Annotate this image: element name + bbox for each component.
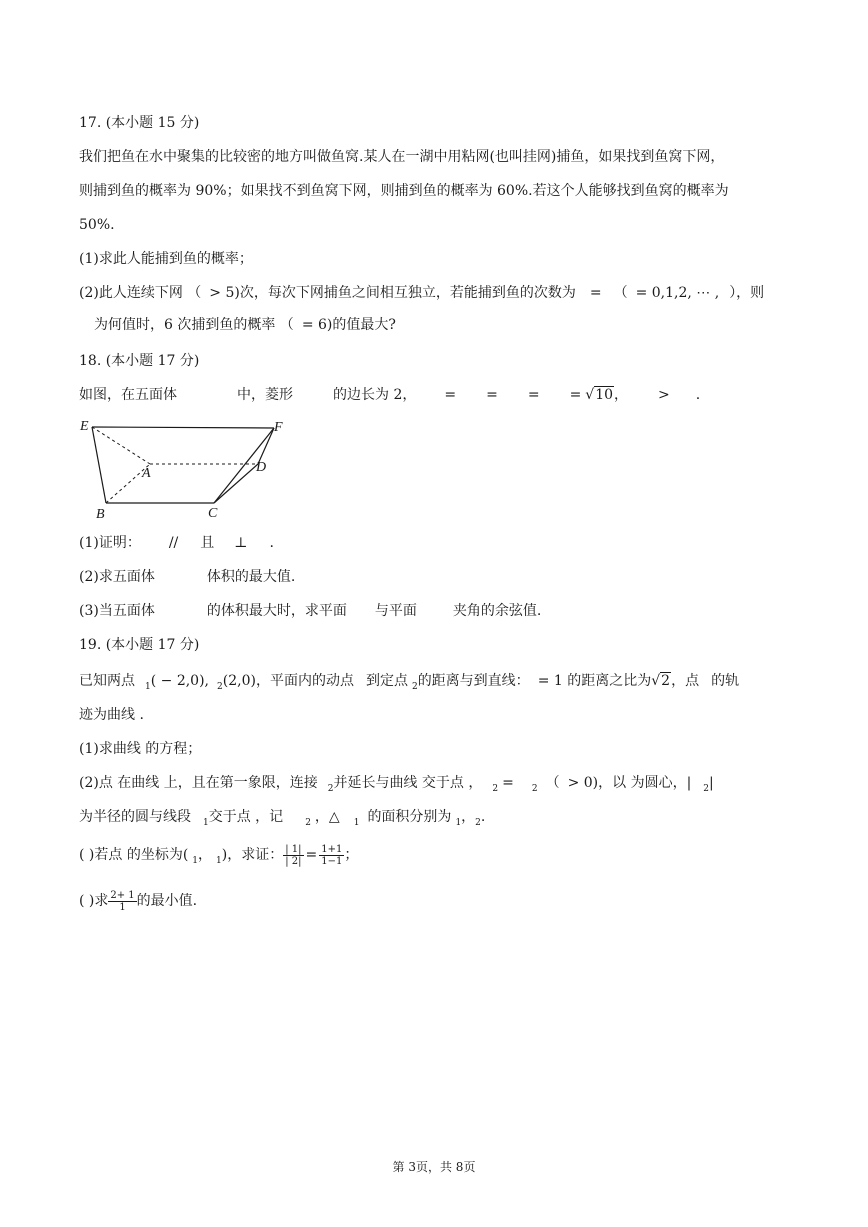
q2-e: > 0)，以 为圆心，| (567, 775, 692, 791)
problem-18-header: 18. (本小题 17 分) (79, 353, 200, 369)
q2-text-c: = (589, 285, 602, 301)
problem-19-question-2-line2 (79, 807, 485, 829)
q2l2-f: . (480, 809, 486, 825)
l1-b: ( − 2,0), (150, 673, 210, 689)
q2-line2-text-b: 为何值时，6 次捕到鱼的概率 （ (94, 317, 294, 333)
problem-17-question-2-line2 (84, 315, 396, 335)
edge-DF (258, 428, 274, 464)
q2-text-a: (2)此人连续下网 （ (79, 285, 202, 301)
stem-eq2: = (486, 387, 498, 403)
q2-sub3: 2 (531, 784, 538, 794)
l1-sub1: 1 (145, 682, 151, 692)
sqrt-10: √10 (585, 387, 614, 403)
stem-end: . (695, 387, 701, 403)
problem-17-stem-line1: 我们把鱼在水中聚集的比较密的地方叫做鱼窝.某人在一湖中用粘网(也叫挂网)捕鱼，如果找到鱼窝下网， (79, 149, 725, 165)
l1-a: 已知两点 (79, 673, 135, 689)
q1-a: (1)证明： (79, 535, 141, 551)
stem-eq4: = (569, 387, 582, 403)
q2l2-a: 为半径的圆与线段 (79, 809, 191, 825)
stem-a: 如图，在五面体 (79, 387, 177, 403)
qi-end: ； (344, 847, 359, 863)
stem-c: 的边长为 2， (333, 387, 417, 403)
q3-d: 夹角的余弦值. (452, 603, 542, 619)
q1-end: . (269, 535, 274, 551)
sqrt-2: √2 (651, 673, 671, 689)
page-footer: 第 3页，共 8页 (392, 1160, 476, 1174)
q2-sub1: 2 (327, 784, 334, 794)
qii-b: 的最小值. (136, 893, 198, 909)
q2l2-sub4: 1 (455, 818, 462, 828)
q2-line2-text-c: = 6)的值最大? (301, 317, 396, 333)
q2l2-sub1: 1 (203, 818, 209, 828)
problem-19-subquestion-ii (79, 888, 197, 914)
q2l2-b: 交于点 ，记 (208, 809, 284, 825)
label-F: F (274, 420, 283, 435)
q2-a: (2)求五面体 (79, 569, 155, 585)
problem-18-question-3 (79, 601, 541, 621)
l1-sub2: 2 (217, 682, 223, 692)
label-B: B (96, 507, 105, 522)
q2-c: = (502, 775, 514, 791)
label-E: E (80, 419, 89, 434)
problem-17-question-2-line1 (79, 283, 764, 303)
problem-19-question-1: (1)求曲线 的方程； (79, 741, 202, 757)
q1-parallel: // (168, 535, 179, 551)
l1-d: 到定点 (365, 673, 408, 689)
l1-c: (2,0)，平面内的动点 (222, 673, 354, 689)
q2-b: 并延长与曲线 交于点 ， (333, 775, 483, 791)
q2l2-c: ，△ (314, 809, 340, 825)
problem-17-question-1: (1)求此人能捕到鱼的概率； (79, 251, 253, 267)
q2-a: (2)点 在曲线 上，且在第一象限，连接 (79, 775, 318, 791)
problem-18-question-2 (79, 567, 295, 587)
qi-sub1: 1 (192, 856, 199, 866)
problem-17-stem-line3: 50%. (79, 217, 115, 233)
problem-17-stem-line2: 则捕到鱼的概率为 90%；如果找不到鱼窝下网，则捕到鱼的概率为 60%.若这个人能够找到鱼窝的概率为 (79, 183, 729, 199)
fraction-2: $\frac{1+1}{1-1}$ (321, 843, 343, 867)
label-C: C (208, 506, 218, 521)
q3-b: 的体积最大时，求平面 (206, 603, 347, 619)
l1-sub3: 2 (411, 682, 418, 692)
q1-perp: ⊥ (234, 535, 248, 551)
problem-19-question-2-line1 (79, 773, 714, 795)
problem-19-line2: 迹为曲线 . (79, 707, 144, 723)
q2-text-b: > 5)次，每次下网捕鱼之间相互独立，若能捕到鱼的次数为 (209, 285, 576, 301)
q2l2-e: ， (461, 809, 476, 825)
q3-a: (3)当五面体 (79, 603, 155, 619)
qi-a: ( )若点 的坐标为( (79, 847, 189, 863)
q1-and: 且 (200, 535, 215, 551)
q2l2-sub5: 2 (475, 818, 481, 828)
q2-text-d: （ (613, 285, 628, 301)
edge-EA-hidden (92, 427, 150, 464)
problem-18-stem (79, 385, 700, 405)
stem-eq3: = (527, 387, 540, 403)
q2-d: （ (545, 775, 560, 791)
l1-g: ，点 (671, 673, 700, 689)
stem-b: 中，菱形 (237, 387, 293, 403)
edge-CD (214, 464, 258, 503)
label-D: D (256, 460, 267, 475)
problem-19-subquestion-i (79, 842, 358, 870)
problem-19-line1 (79, 671, 739, 693)
problem-17-header: 17. (本小题 15 分) (79, 115, 200, 131)
q2-text-f: ），则 (729, 285, 765, 301)
q2-sub2: 2 (492, 784, 499, 794)
fraction-1: $\frac{| 1|}{| 2|}$ (285, 843, 302, 867)
q2-text-e: = 0,1,2, ⋯ , (635, 285, 720, 301)
stem-comma: ， (614, 387, 629, 403)
qii-a: ( )求 (79, 893, 109, 909)
q2-f: | (709, 775, 714, 791)
q2l2-sub2: 2 (305, 818, 311, 828)
qi-c: )，求证： (221, 847, 284, 863)
stem-gt: > (658, 387, 670, 403)
qi-sub2: 1 (216, 856, 222, 866)
q2l2-sub3: 1 (353, 818, 360, 828)
q2-sub4: 2 (703, 784, 710, 794)
problem-19-header: 19. (本小题 17 分) (79, 637, 200, 653)
l1-f: = 1 的距离之比为 (537, 673, 652, 689)
pentahedron-figure (78, 415, 298, 523)
l1-h: 的轨 (711, 673, 740, 689)
edge-EF (92, 427, 274, 428)
label-A: A (142, 466, 151, 481)
problem-18-question-1 (79, 533, 274, 553)
stem-eq1: = (444, 387, 457, 403)
qi-eq: = (305, 847, 318, 863)
edge-EB (92, 427, 106, 503)
fraction-3: $\frac{2+ 1}{1}$ (110, 889, 135, 913)
q2l2-d: 的面积分别为 (367, 809, 452, 825)
q3-c: 与平面 (374, 603, 417, 619)
l1-e: 的距离与到直线： (417, 673, 530, 689)
q2-b: 体积的最大值. (206, 569, 296, 585)
qi-b: ， (198, 847, 213, 863)
